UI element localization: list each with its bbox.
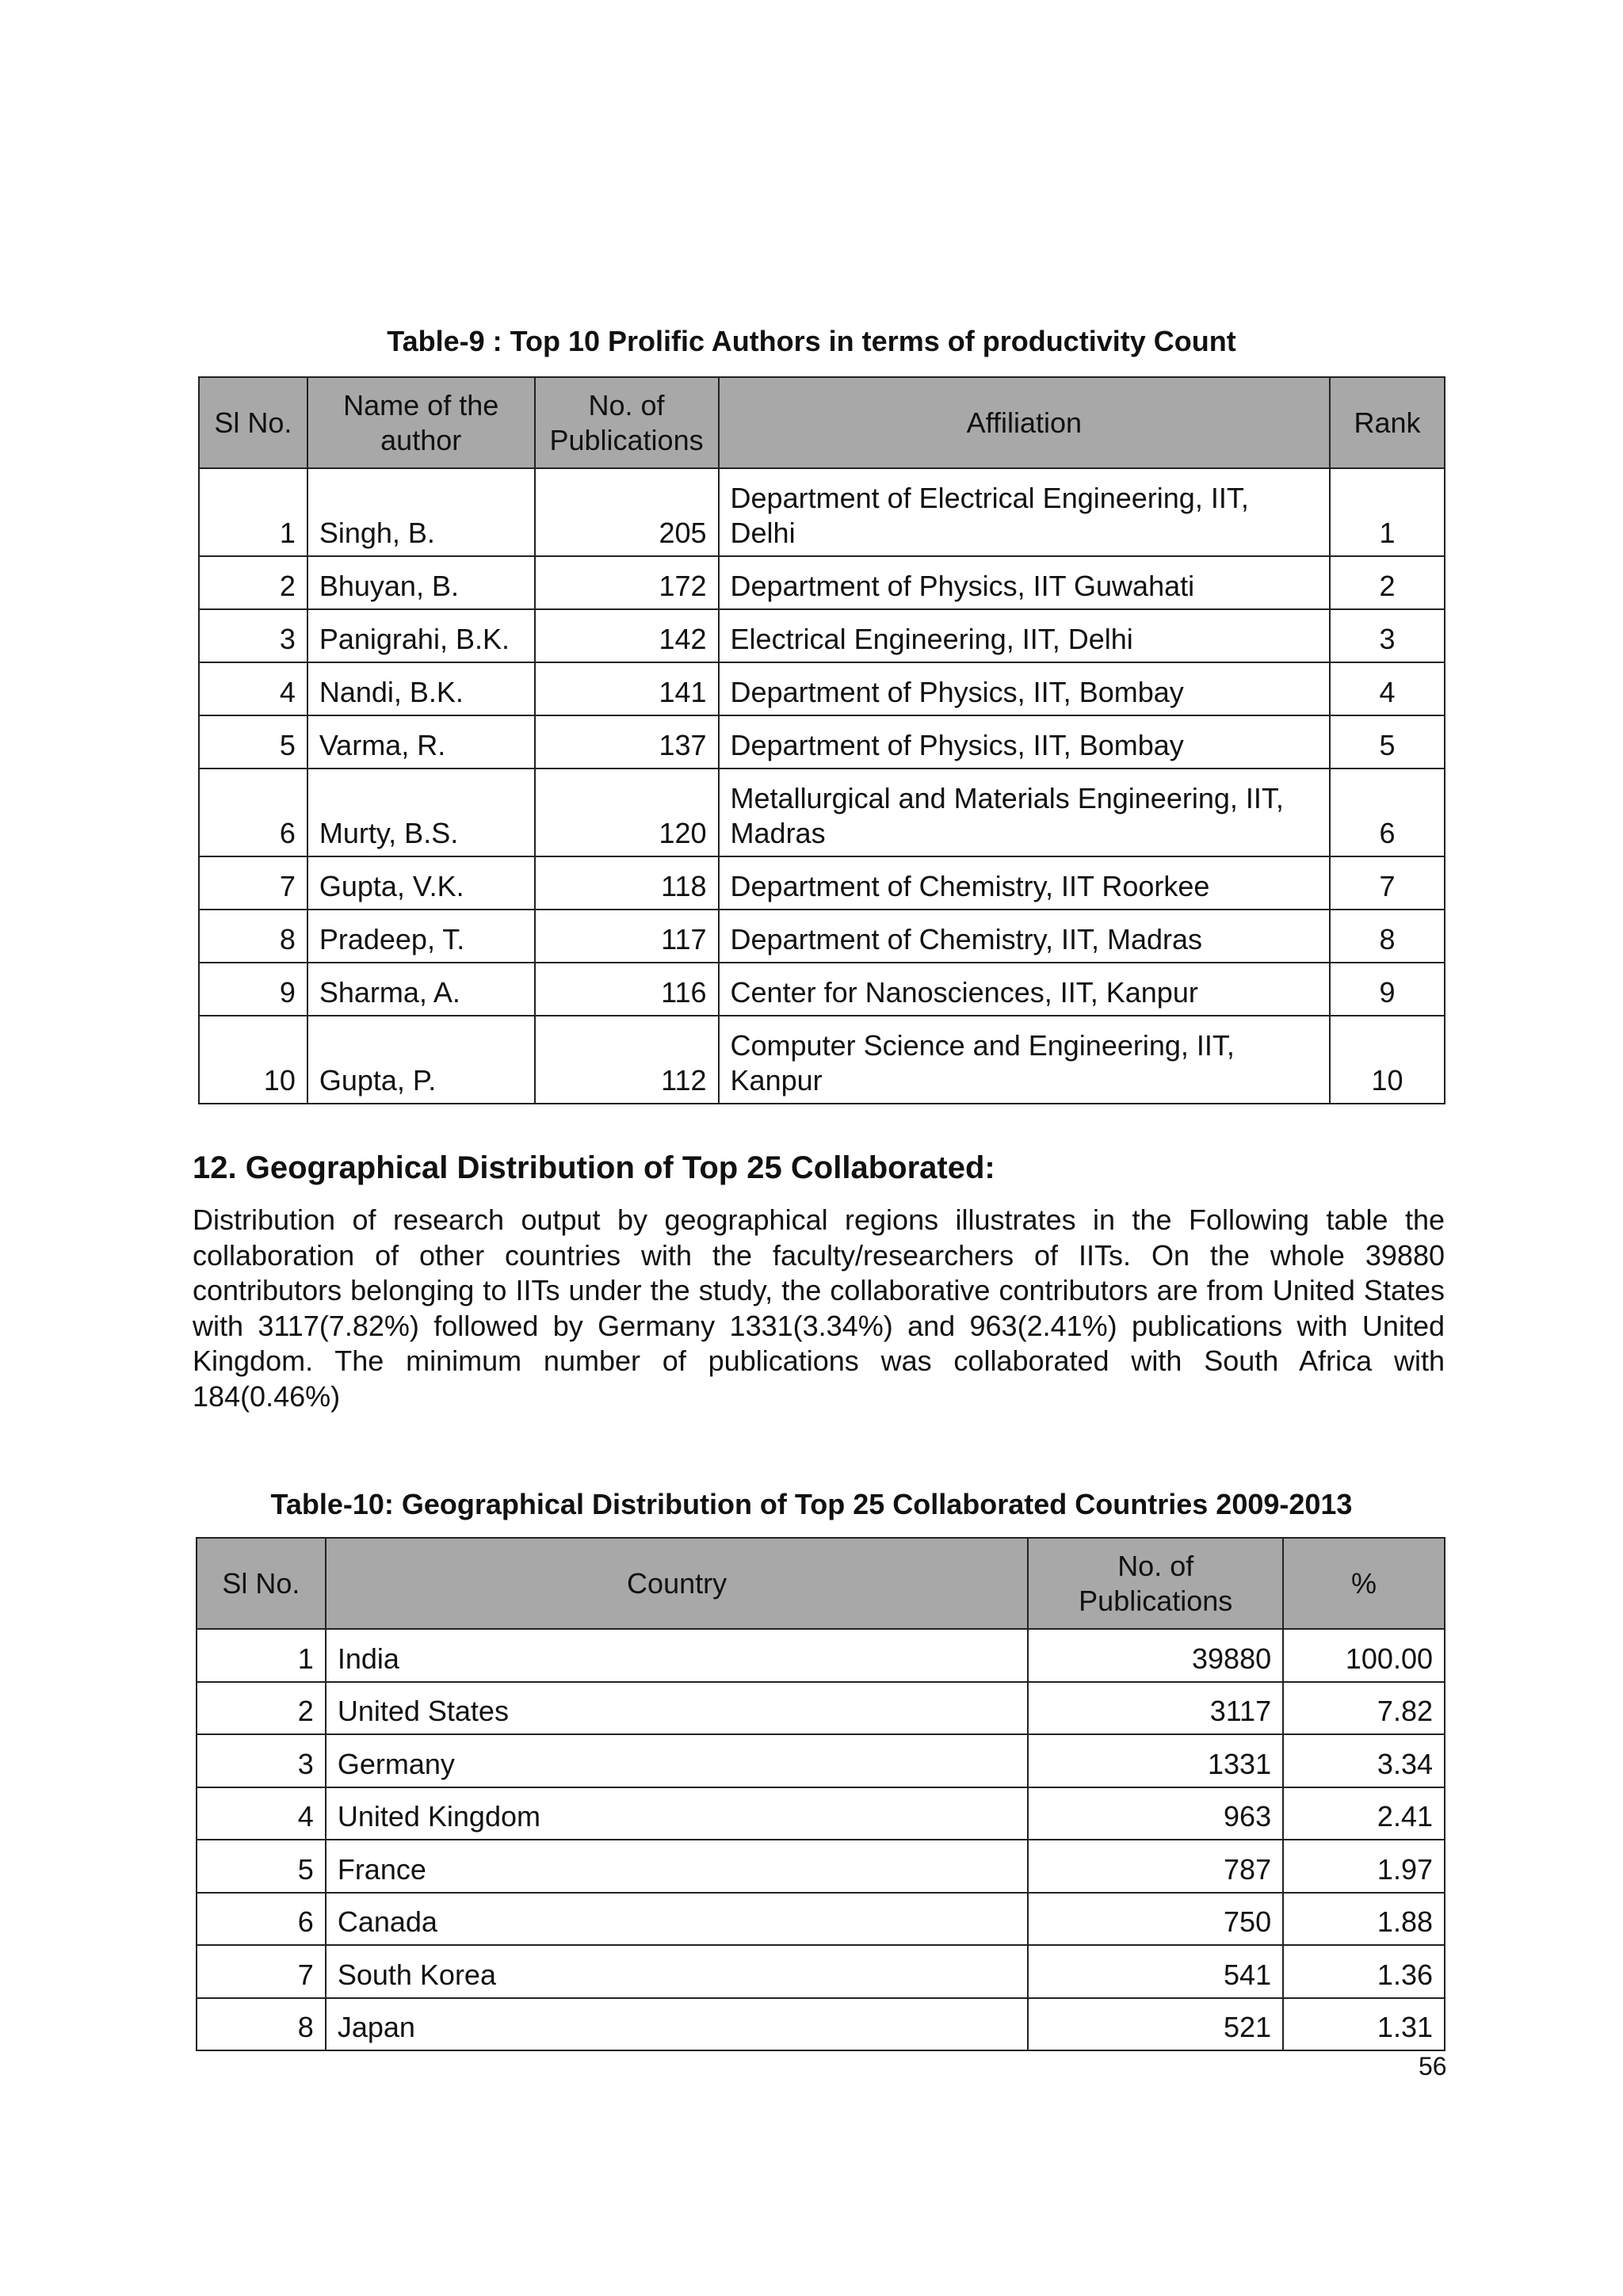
table9-cell-sl: 2 [199,556,307,609]
table9-cell-sl: 7 [199,856,307,910]
table9-cell-name: Singh, B. [307,468,535,556]
table10-header-pct: % [1283,1538,1445,1629]
table9-cell-pubs: 118 [535,856,719,910]
table10-cell-pubs: 39880 [1028,1629,1283,1682]
table9-cell-rank: 10 [1330,1016,1445,1104]
table9-cell-affiliation: Electrical Engineering, IIT, Delhi [719,609,1331,662]
table9-row [199,556,1445,609]
table10-header-pubs: No. of Publications [1028,1538,1283,1629]
table10-cell-sl: 4 [197,1787,326,1840]
table9-cell-pubs: 205 [535,468,719,556]
table10-cell-country: United States [326,1682,1029,1735]
table10-cell-sl: 3 [197,1734,326,1787]
table10-cell-pct: 1.31 [1283,1998,1445,2051]
table9-cell-affiliation: Metallurgical and Materials Engineering, IIT, Madras [719,769,1331,856]
table9-cell-affiliation: Department of Chemistry, IIT Roorkee [719,856,1331,910]
table9-cell-sl: 1 [199,468,307,556]
table9-cell-pubs: 172 [535,556,719,609]
table9-header-sl: Sl No. [199,377,307,468]
table9-cell-sl: 6 [199,769,307,856]
table10-header-sl: Sl No. [197,1538,326,1629]
table9-cell-pubs: 137 [535,715,719,769]
table9-cell-rank: 2 [1330,556,1445,609]
table9-cell-affiliation: Center for Nanosciences, IIT, Kanpur [719,963,1331,1016]
table9-header-affiliation: Affiliation [719,377,1331,468]
table9-cell-sl: 4 [199,662,307,715]
table10-row [197,1629,1445,1682]
table9-cell-pubs: 117 [535,910,719,963]
table10-row [197,1682,1445,1735]
table9-cell-rank: 8 [1330,910,1445,963]
table9-cell-rank: 1 [1330,468,1445,556]
table9-header-rank: Rank [1330,377,1445,468]
table9-cell-affiliation: Department of Physics, IIT Guwahati [719,556,1331,609]
table9-cell-name: Pradeep, T. [307,910,535,963]
table10-cell-pubs: 3117 [1028,1682,1283,1735]
table9-cell-name: Nandi, B.K. [307,662,535,715]
table10-caption: Table-10: Geographical Distribution of Top 25 Collaborated Countries 2009-2013 [270,1488,1353,1520]
table9-cell-name: Gupta, V.K. [307,856,535,910]
table9-row [199,769,1445,856]
table9-cell-name: Varma, R. [307,715,535,769]
table9-cell-name: Panigrahi, B.K. [307,609,535,662]
table9-header-row [199,377,1445,468]
table9-cell-rank: 9 [1330,963,1445,1016]
table10-cell-pubs: 963 [1028,1787,1283,1840]
table10-cell-pct: 2.41 [1283,1787,1445,1840]
table9-cell-affiliation: Department of Physics, IIT, Bombay [719,662,1331,715]
table10-header-country: Country [326,1538,1029,1629]
table9-cell-sl: 8 [199,910,307,963]
table9-cell-rank: 3 [1330,609,1445,662]
table10-row [197,1945,1445,1998]
table10-cell-sl: 1 [197,1629,326,1682]
table10-row [197,1893,1445,1946]
table9-row [199,910,1445,963]
table9-row [199,468,1445,556]
table10-cell-pubs: 521 [1028,1998,1283,2051]
table10-cell-pct: 1.88 [1283,1893,1445,1946]
table9-cell-sl: 10 [199,1016,307,1104]
table10-row [197,1734,1445,1787]
table9-row [199,1016,1445,1104]
table9-cell-rank: 4 [1330,662,1445,715]
table10-cell-pct: 100.00 [1283,1629,1445,1682]
table10-cell-country: France [326,1840,1029,1893]
table9-cell-affiliation: Department of Electrical Engineering, IIT, Delhi [719,468,1331,556]
table10-header-row [197,1538,1445,1629]
table9-cell-sl: 5 [199,715,307,769]
table9-header-pubs: No. of Publications [535,377,719,468]
table9-cell-name: Bhuyan, B. [307,556,535,609]
table9-row [199,715,1445,769]
table10-cell-country: South Korea [326,1945,1029,1998]
table9-cell-name: Murty, B.S. [307,769,535,856]
table10-cell-pubs: 1331 [1028,1734,1283,1787]
table9-row [199,856,1445,910]
table10-cell-sl: 7 [197,1945,326,1998]
table9-cell-name: Sharma, A. [307,963,535,1016]
table9-row [199,609,1445,662]
table10-cell-pct: 7.82 [1283,1682,1445,1735]
table9-cell-rank: 6 [1330,769,1445,856]
table10-cell-country: India [326,1629,1029,1682]
table10-cell-sl: 5 [197,1840,326,1893]
table9-cell-affiliation: Department of Physics, IIT, Bombay [719,715,1331,769]
table10 [196,1537,1445,2051]
table10-cell-sl: 8 [197,1998,326,2051]
table9-caption: Table-9 : Top 10 Prolific Authors in terms of productivity Count [387,325,1236,357]
table10-cell-country: Canada [326,1893,1029,1946]
table10-row [197,1998,1445,2051]
table10-row [197,1840,1445,1893]
section-paragraph: Distribution of research output by geographical regions illustrates in the Following table the collaboration of other countries with the faculty/researchers of IITs. On the whole 39880 contributors belonging to IITs under the study, the collaborative contributors are from United States with 3117(7.82%) followed by Germany 1331(3.34%) and 963(2.41%) publications with United Kingdom. The minimum number of publications was collaborated with South Africa with 184(0.46%) [193,1203,1445,1413]
table9-cell-rank: 7 [1330,856,1445,910]
table10-cell-pubs: 750 [1028,1893,1283,1946]
table9-cell-affiliation: Department of Chemistry, IIT, Madras [719,910,1331,963]
table9-row [199,963,1445,1016]
table9-cell-pubs: 116 [535,963,719,1016]
table9-cell-rank: 5 [1330,715,1445,769]
table10-cell-country: Japan [326,1998,1029,2051]
table10-cell-pct: 1.36 [1283,1945,1445,1998]
table9-cell-pubs: 141 [535,662,719,715]
table10-row [197,1787,1445,1840]
section-heading: 12. Geographical Distribution of Top 25 Collaborated: [193,1150,995,1185]
table9-cell-name: Gupta, P. [307,1016,535,1104]
table9-cell-pubs: 142 [535,609,719,662]
table9-row [199,662,1445,715]
page-number: 56 [1419,2052,1447,2081]
table9-cell-sl: 9 [199,963,307,1016]
table9-cell-pubs: 112 [535,1016,719,1104]
table10-cell-pubs: 787 [1028,1840,1283,1893]
table9-cell-pubs: 120 [535,769,719,856]
table10-cell-country: United Kingdom [326,1787,1029,1840]
table10-cell-country: Germany [326,1734,1029,1787]
table9-header-name: Name of the author [307,377,535,468]
table10-cell-sl: 2 [197,1682,326,1735]
table10-cell-pct: 1.97 [1283,1840,1445,1893]
table9-cell-affiliation: Computer Science and Engineering, IIT, Kanpur [719,1016,1331,1104]
table9 [198,376,1445,1104]
table10-cell-pct: 3.34 [1283,1734,1445,1787]
table10-cell-pubs: 541 [1028,1945,1283,1998]
table10-cell-sl: 6 [197,1893,326,1946]
table9-cell-sl: 3 [199,609,307,662]
